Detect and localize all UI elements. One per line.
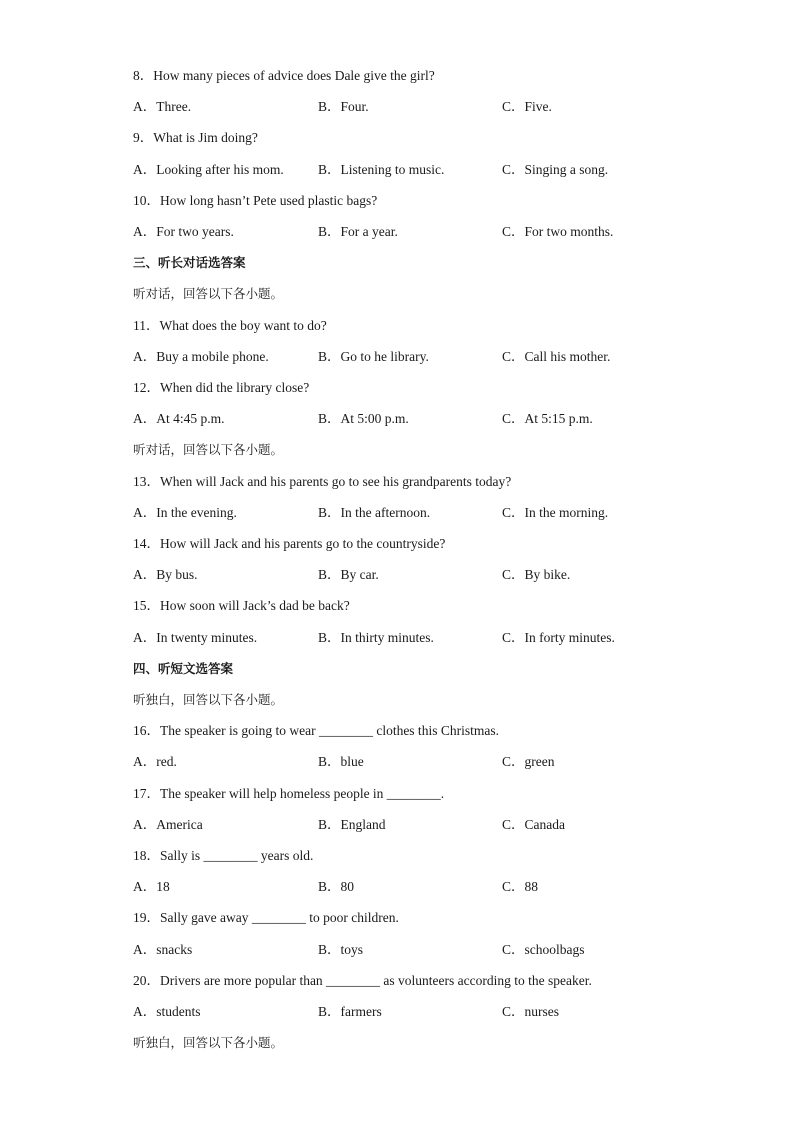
option-b: B．For a year. xyxy=(318,224,398,239)
option-b: B．toys xyxy=(318,942,364,957)
option-b: B．England xyxy=(318,817,386,832)
option-b: B．farmers xyxy=(318,1004,382,1019)
option-a: A．In twenty minutes. xyxy=(133,630,258,645)
option-c: C．Canada xyxy=(502,817,565,832)
option-a: A．For two years. xyxy=(133,224,234,239)
question-text: 11．What does the boy want to do? xyxy=(133,318,327,333)
option-c: C．schoolbags xyxy=(502,942,585,957)
instruction-text: 听独白，回答以下各小题。 xyxy=(133,692,284,707)
option-b: B．In thirty minutes. xyxy=(318,630,434,645)
option-a: A．18 xyxy=(133,879,170,894)
question-text: 15．How soon will Jack’s dad be back? xyxy=(133,598,350,613)
option-c: C．At 5:15 p.m. xyxy=(502,411,593,426)
question-text: 19．Sally gave away ________ to poor children. xyxy=(133,910,399,925)
question-text: 8．How many pieces of advice does Dale give the girl? xyxy=(133,68,435,83)
section-heading: 四、听短文选答案 xyxy=(133,661,234,676)
question-text: 20．Drivers are more popular than ________ as volunteers according to the speaker. xyxy=(133,973,592,988)
option-a: A．At 4:45 p.m. xyxy=(133,411,225,426)
instruction-text: 听独白，回答以下各小题。 xyxy=(133,1035,284,1050)
question-text: 13．When will Jack and his parents go to see his grandparents today? xyxy=(133,474,512,489)
instruction-text: 听对话，回答以下各小题。 xyxy=(133,286,284,301)
section-heading: 三、听长对话选答案 xyxy=(133,255,246,270)
option-b: B．By car. xyxy=(318,567,379,582)
question-text: 12．When did the library close? xyxy=(133,380,310,395)
question-text: 14．How will Jack and his parents go to the countryside? xyxy=(133,536,446,551)
option-c: C．Singing a song. xyxy=(502,162,609,177)
option-b: B．At 5:00 p.m. xyxy=(318,411,409,426)
option-a: A．In the evening. xyxy=(133,505,237,520)
question-text: 9．What is Jim doing? xyxy=(133,130,258,145)
option-a: A．snacks xyxy=(133,942,193,957)
option-a: A．red. xyxy=(133,754,177,769)
option-c: C．88 xyxy=(502,879,539,894)
option-a: A．Looking after his mom. xyxy=(133,162,284,177)
option-c: C．Call his mother. xyxy=(502,349,611,364)
option-c: C．By bike. xyxy=(502,567,571,582)
question-text: 16．The speaker is going to wear ________ clothes this Christmas. xyxy=(133,723,499,738)
instruction-text: 听对话，回答以下各小题。 xyxy=(133,442,284,457)
option-c: C．nurses xyxy=(502,1004,559,1019)
option-b: B．80 xyxy=(318,879,355,894)
question-text: 18．Sally is ________ years old. xyxy=(133,848,314,863)
option-c: C．Five. xyxy=(502,99,552,114)
question-text: 10．How long hasn’t Pete used plastic bags? xyxy=(133,193,378,208)
question-text: 17．The speaker will help homeless people in ________. xyxy=(133,786,445,801)
option-c: C．green xyxy=(502,754,555,769)
option-a: A．By bus. xyxy=(133,567,198,582)
option-c: C．In the morning. xyxy=(502,505,609,520)
option-b: B．Four. xyxy=(318,99,369,114)
option-a: A．students xyxy=(133,1004,201,1019)
option-c: C．In forty minutes. xyxy=(502,630,615,645)
option-b: B．Go to he library. xyxy=(318,349,429,364)
option-a: A．Three. xyxy=(133,99,192,114)
option-b: B．In the afternoon. xyxy=(318,505,431,520)
option-b: B．blue xyxy=(318,754,364,769)
option-a: A．Buy a mobile phone. xyxy=(133,349,269,364)
option-c: C．For two months. xyxy=(502,224,614,239)
option-a: A．America xyxy=(133,817,203,832)
option-b: B．Listening to music. xyxy=(318,162,445,177)
